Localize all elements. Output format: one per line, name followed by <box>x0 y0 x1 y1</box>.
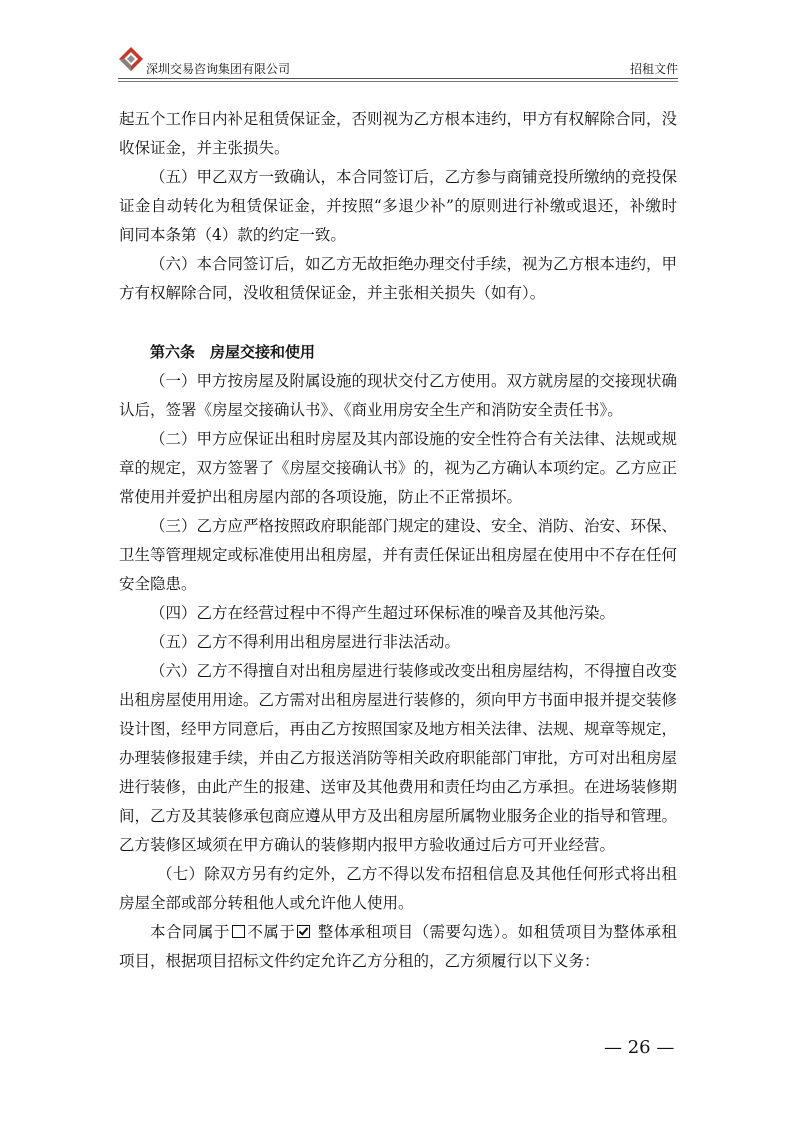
paragraph: （五）甲乙双方一致确认，本合同签订后，乙方参与商铺竞投所缴纳的竞投保证金自动转化为租赁保证金，并按照“多退少补”的原则进行补缴或退还，补缴时间同本条第（4）款的约定一致。 <box>119 168 678 244</box>
option-label: 整体承租项目（需要勾选）。如租赁项目为整体承租项目，根据项目招标文件约定允许乙方分租的，乙方须履行以下义务： <box>119 923 677 970</box>
option-label: 不属于 <box>246 923 296 941</box>
document-body <box>119 105 677 976</box>
clause: （一）甲方按房屋及附属设施的现状交付乙方使用。双方就房屋的交接现状确认后，签署《房屋交接确认书》、《商业用房安全生产和消防安全责任书》。 <box>119 372 678 419</box>
unchecked-box-icon[interactable] <box>232 925 245 938</box>
clause: （四）乙方在经营过程中不得产生超过环保标准的噪音及其他污染。 <box>150 604 616 622</box>
company-logo-icon <box>118 46 144 72</box>
paragraph: 起五个工作日内补足租赁保证金，否则视为乙方根本违约，甲方有权解除合同，没收保证金，并主张损失。 <box>119 110 678 157</box>
section-title: 第六条 房屋交接和使用 <box>150 343 316 361</box>
checked-box-icon[interactable] <box>297 925 310 938</box>
clause-checkbox-line <box>119 918 677 976</box>
header-divider-thin <box>118 81 678 82</box>
header-divider <box>118 78 678 79</box>
clause-prefix: 本合同属于 <box>150 923 230 941</box>
company-name: 深圳交易咨询集团有限公司 <box>146 62 291 76</box>
page-header <box>118 40 678 80</box>
paragraph: （六）本合同签订后，如乙方无故拒绝办理交付手续，视为乙方根本违约，甲方有权解除合同，没收租赁保证金，并主张相关损失（如有）。 <box>119 255 678 302</box>
clause: （六）乙方不得擅自对出租房屋进行装修或改变出租房屋结构，不得擅自改变出租房屋使用用途。乙方需对出租房屋进行装修的，须向甲方书面申报并提交装修设计图，经甲方同意后，再由乙方按照国家及地方相关法律、法规、规章等规定，办理装修报建手续，并由乙方报送消防等相关政府职能部门审批，方可对出租房屋进行装修，由此产生的报建、送审及其他费用和责任均由乙方承担。在进场装修期间，乙方及其装修承包商应遵从甲方及出租房屋所属物业服务企业的指导和管理。乙方装修区域须在甲方确认的装修期内报甲方验收通过后方可开业经营。 <box>119 662 678 854</box>
clause: （七）除双方另有约定外，乙方不得以发布招租信息及其他任何形式将出租房屋全部或部分转租他人或允许他人使用。 <box>119 865 677 912</box>
page-number: — 26 — <box>604 1037 675 1058</box>
clause: （五）乙方不得利用出租房屋进行非法活动。 <box>150 633 461 651</box>
document-type: 招租文件 <box>629 62 678 76</box>
clause: （三）乙方应严格按照政府职能部门规定的建设、安全、消防、治安、环保、卫生等管理规定或标准使用出租房屋，并有责任保证出租房屋在使用中不存在任何安全隐患。 <box>119 517 678 593</box>
clause: （二）甲方应保证出租时房屋及其内部设施的安全性符合有关法律、法规或规章的规定，双方签署了《房屋交接确认书》的，视为乙方确认本项约定。乙方应正常使用并爱护出租房屋内部的各项设施，防止不正常损坏。 <box>119 430 678 506</box>
